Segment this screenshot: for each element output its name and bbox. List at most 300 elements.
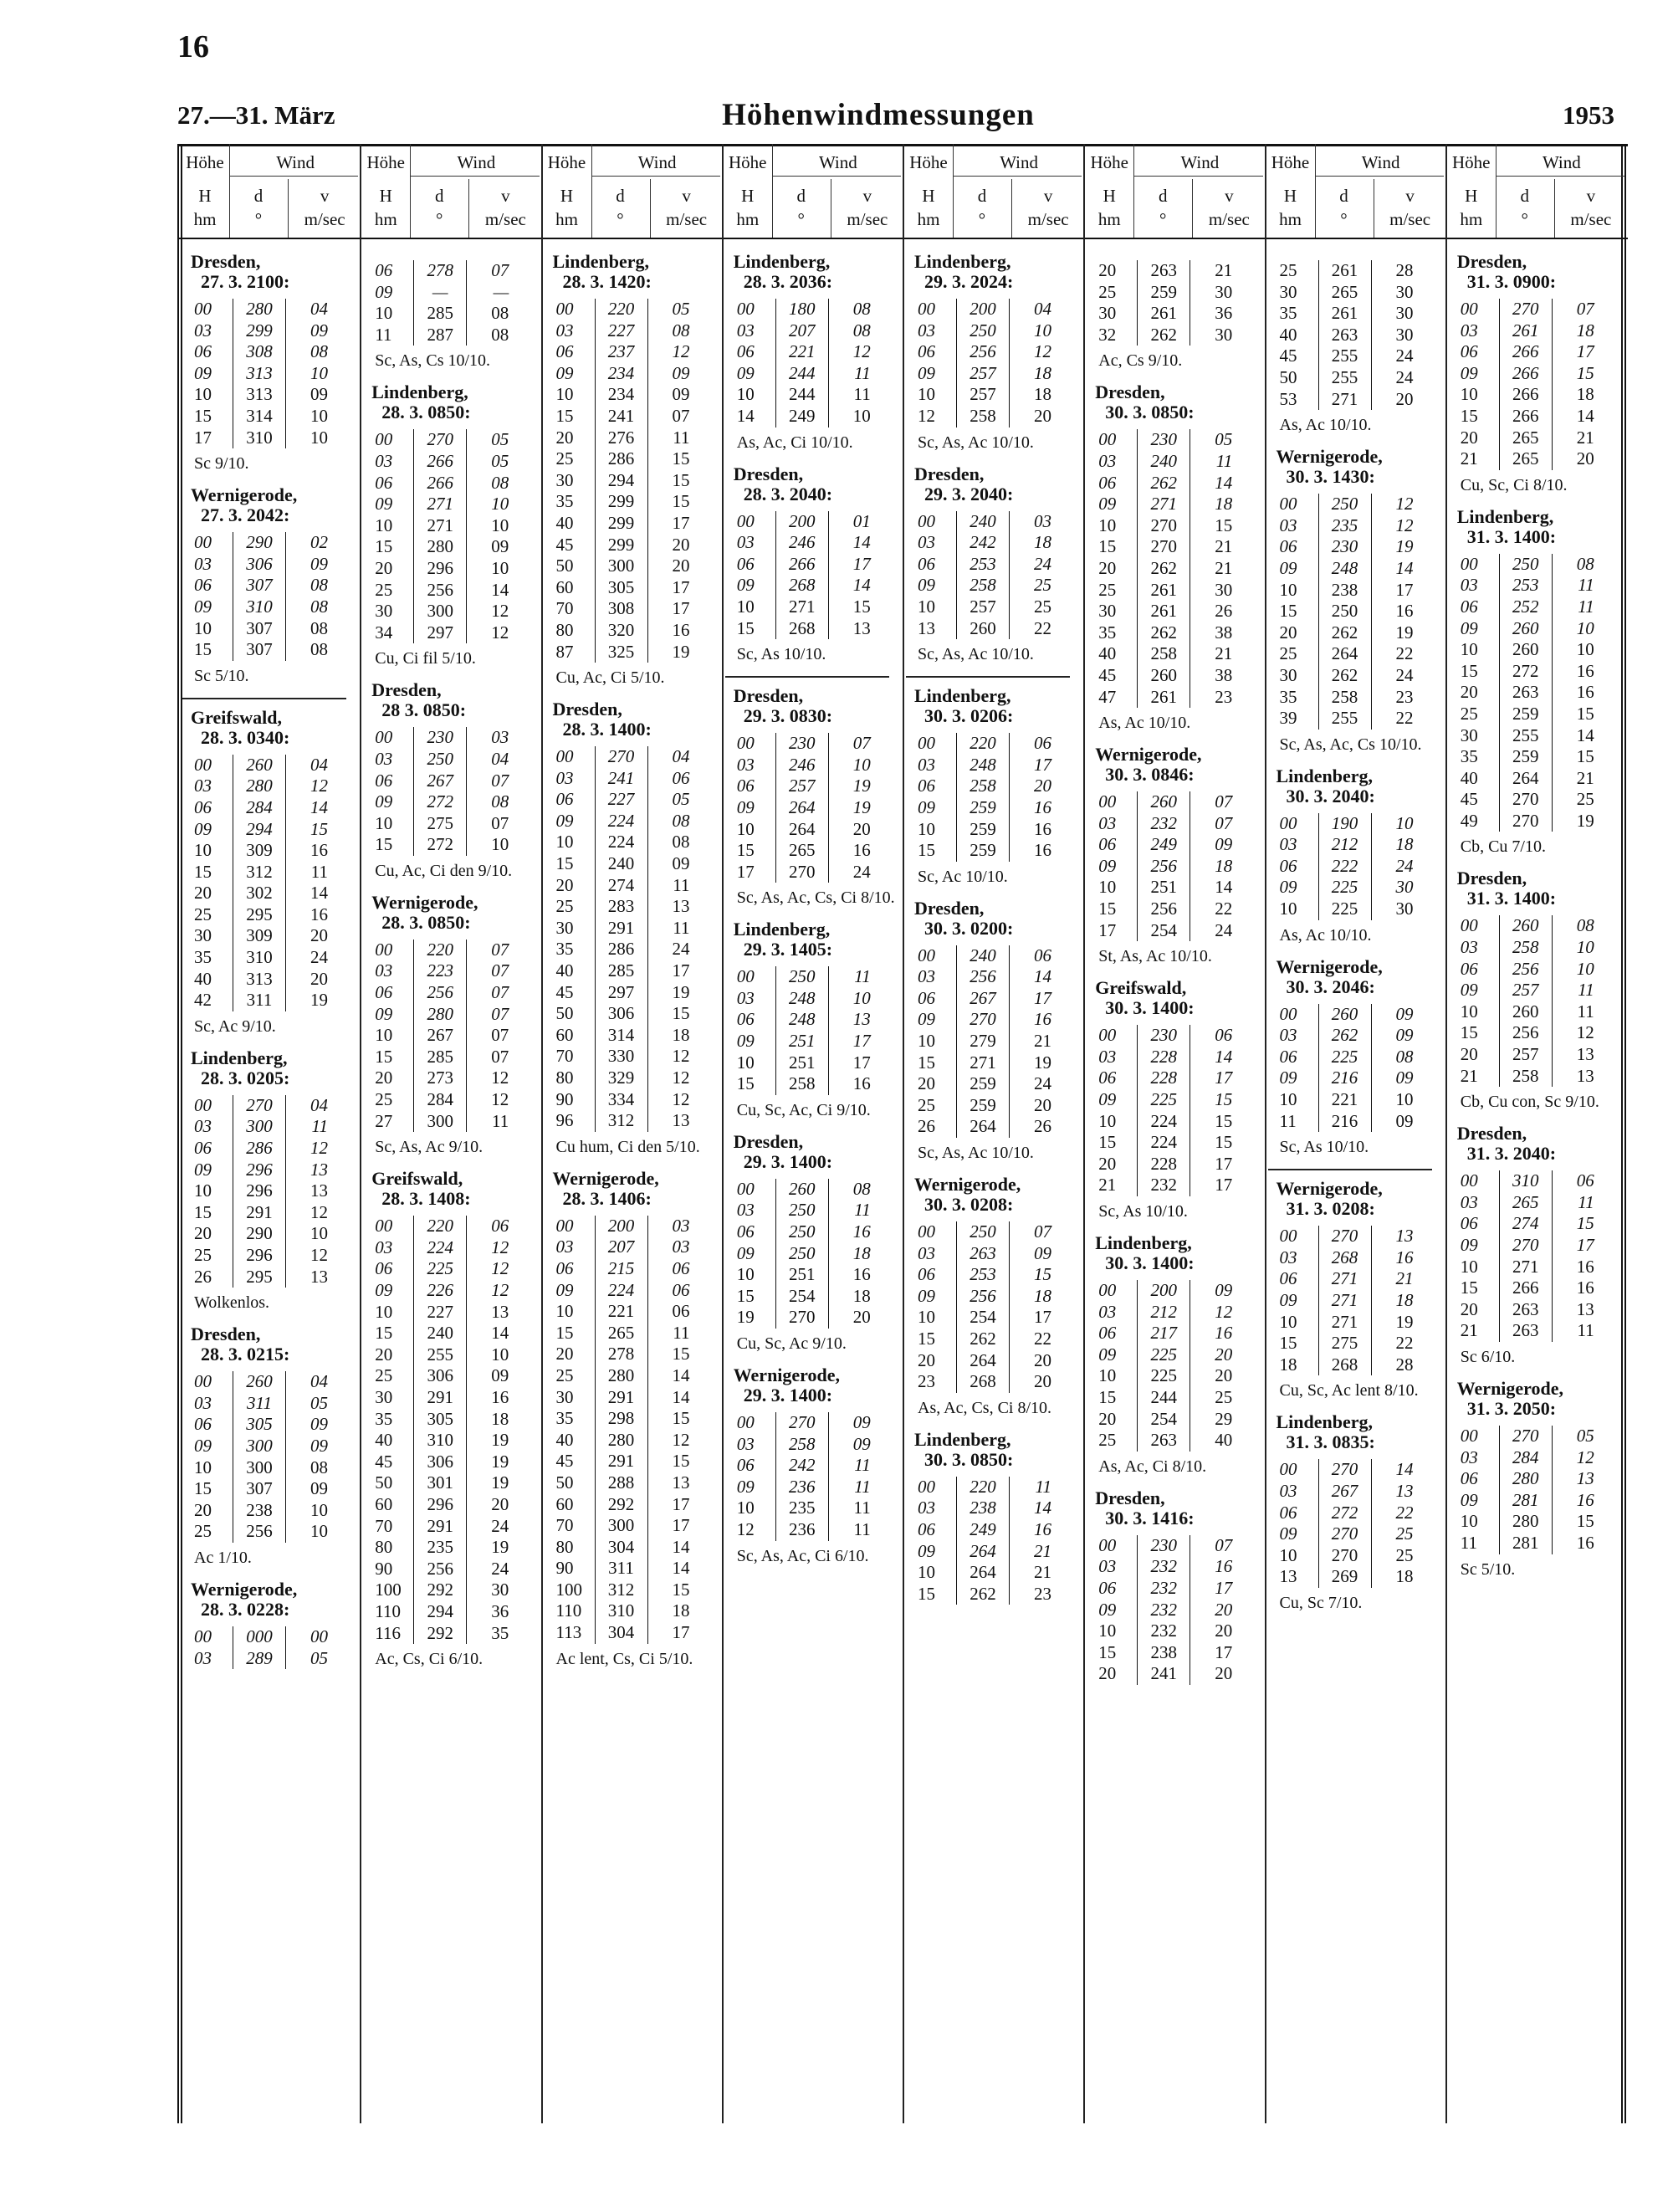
height-cell: 06 — [1098, 1577, 1117, 1598]
speed-cell: 16 — [1576, 1532, 1594, 1553]
station-name: Lindenberg, — [733, 919, 831, 940]
direction-cell: 295 — [233, 1267, 286, 1288]
table-row — [1098, 1068, 1232, 1089]
column-header — [904, 144, 1085, 238]
wind-table — [737, 733, 871, 883]
table-row — [1280, 367, 1414, 389]
direction-cell: 299 — [595, 513, 647, 535]
header-divider — [591, 144, 592, 238]
speed-cell: 08 — [852, 320, 871, 341]
speed-cell: 09 — [1215, 834, 1233, 855]
height-cell: 20 — [555, 427, 574, 448]
direction-cell: 296 — [414, 558, 467, 580]
speed-cell: 20 — [852, 818, 871, 839]
table-row — [1280, 1333, 1414, 1354]
table-row — [375, 325, 509, 346]
direction-cell: 262 — [1138, 622, 1190, 644]
direction-cell: 251 — [1138, 877, 1190, 899]
table-row — [918, 1562, 1051, 1584]
direction-cell: 270 — [775, 1412, 828, 1434]
table-row — [1461, 618, 1594, 640]
speed-cell: 21 — [1395, 1268, 1414, 1289]
direction-cell: 258 — [1499, 1066, 1552, 1088]
deg-label: ° — [436, 209, 443, 229]
wind-table — [737, 966, 871, 1095]
speed-cell: 20 — [310, 968, 328, 989]
speed-cell: 21 — [1215, 536, 1233, 557]
speed-cell: 25 — [1576, 789, 1594, 810]
speed-cell: 06 — [491, 1216, 509, 1237]
speed-cell: 16 — [852, 1221, 871, 1242]
speed-cell: 15 — [1576, 1511, 1594, 1532]
direction-cell: 281 — [1499, 1533, 1552, 1554]
table-row — [556, 1344, 690, 1365]
speed-cell: 09 — [310, 320, 328, 341]
table-row — [737, 1477, 871, 1498]
height-cell: 60 — [555, 1493, 574, 1514]
direction-cell: 325 — [595, 642, 647, 663]
cloud-note: Sc, As, Ac, Cs 10/10. — [1279, 735, 1422, 754]
station-heading — [725, 1132, 901, 1172]
table-row — [194, 1648, 328, 1670]
direction-cell: 259 — [957, 797, 1010, 819]
speed-cell: 14 — [491, 1323, 509, 1344]
speed-cell: 25 — [1215, 1386, 1233, 1407]
height-cell: 10 — [1279, 1089, 1297, 1110]
direction-cell: 242 — [775, 1455, 828, 1477]
column-separator — [722, 144, 724, 2123]
direction-cell: 253 — [957, 1264, 1010, 1286]
speed-cell: 17 — [1215, 1641, 1233, 1662]
height-cell: 20 — [375, 1344, 393, 1365]
speed-cell: 13 — [852, 617, 871, 638]
direction-cell: 244 — [775, 363, 828, 385]
speed-cell: 16 — [852, 1264, 871, 1285]
direction-cell: 222 — [1318, 856, 1371, 878]
direction-cell: 266 — [1499, 363, 1552, 385]
speed-cell: 20 — [1215, 1621, 1233, 1641]
height-cell: 20 — [1098, 260, 1117, 280]
direction-cell: 251 — [775, 1264, 828, 1286]
table-row — [194, 1245, 328, 1267]
station-name: Dresden, — [914, 897, 985, 919]
speed-cell: 07 — [491, 260, 509, 280]
table-row — [556, 1216, 690, 1237]
speed-cell: 24 — [1395, 366, 1414, 387]
direction-cell: 307 — [233, 639, 286, 661]
direction-cell: 264 — [1499, 768, 1552, 790]
table-row — [375, 1047, 509, 1068]
height-cell: 06 — [194, 1414, 212, 1435]
speed-cell: 16 — [1576, 1278, 1594, 1298]
cloud-note: Sc, As 10/10. — [1279, 1138, 1369, 1157]
height-cell: 00 — [918, 945, 935, 965]
table-row — [375, 260, 509, 282]
speed-cell: 14 — [1576, 405, 1594, 426]
station-date: 28. 3. 0850: — [381, 402, 471, 423]
table-row — [1098, 1578, 1232, 1600]
height-cell: 25 — [555, 896, 574, 917]
direction-cell: 283 — [595, 896, 647, 918]
table-row — [1461, 725, 1594, 747]
station-name: Lindenberg, — [552, 251, 650, 272]
table-row — [1098, 1280, 1232, 1302]
table-row — [375, 622, 509, 644]
table-row — [375, 1409, 509, 1431]
direction-cell: 313 — [233, 969, 286, 991]
height-cell: 20 — [194, 1499, 212, 1520]
table-row — [556, 1537, 690, 1559]
height-cell: 10 — [1460, 1256, 1478, 1277]
table-row — [1461, 1235, 1594, 1257]
height-cell: 06 — [918, 341, 935, 362]
speed-cell: 12 — [852, 341, 871, 362]
height-cell: 15 — [1098, 1386, 1117, 1407]
station-name: Dresden, — [191, 251, 261, 272]
direction-cell: 230 — [775, 733, 828, 755]
table-row — [737, 1052, 871, 1074]
speed-cell: 10 — [1576, 639, 1594, 660]
height-cell: 06 — [375, 982, 393, 1003]
direction-cell: 262 — [957, 1584, 1010, 1605]
station-heading — [182, 252, 358, 292]
height-cell: 03 — [918, 320, 935, 341]
speed-cell: 24 — [1395, 346, 1414, 366]
speed-cell: 16 — [310, 904, 328, 924]
height-cell: 09 — [194, 362, 212, 383]
speed-cell: 22 — [1034, 617, 1051, 638]
table-row — [737, 1031, 871, 1052]
height-cell: 10 — [918, 1031, 935, 1052]
direction-cell: 248 — [775, 988, 828, 1010]
station-heading — [363, 893, 539, 933]
direction-cell: 271 — [1318, 389, 1371, 411]
direction-cell: 253 — [1499, 575, 1552, 597]
speed-cell: 21 — [1034, 1540, 1051, 1561]
speed-cell: 07 — [491, 960, 509, 981]
table-row — [556, 746, 690, 768]
speed-cell: 06 — [1576, 1170, 1594, 1191]
column-header — [1266, 144, 1447, 238]
height-cell: 25 — [375, 1365, 393, 1386]
height-cell: 25 — [375, 579, 393, 600]
speed-cell: 26 — [1034, 1116, 1051, 1137]
table-row — [1098, 1387, 1232, 1409]
direction-cell: 312 — [595, 1580, 647, 1601]
speed-cell: 29 — [1215, 1408, 1233, 1429]
height-cell: 15 — [736, 1285, 755, 1306]
height-cell: 06 — [1279, 536, 1297, 557]
direction-cell: 246 — [775, 532, 828, 554]
direction-cell: 280 — [233, 299, 286, 320]
header-subrule — [591, 176, 720, 177]
direction-cell: 287 — [414, 325, 467, 346]
direction-cell: 272 — [1499, 661, 1552, 683]
speed-cell: 16 — [1576, 682, 1594, 703]
cloud-note: As, Ac, Ci 10/10. — [736, 433, 853, 452]
speed-cell: 14 — [672, 1365, 690, 1385]
speed-cell: 30 — [491, 1580, 509, 1600]
speed-cell: 10 — [1034, 320, 1051, 341]
speed-cell: 19 — [852, 796, 871, 817]
height-cell: 25 — [1098, 281, 1117, 302]
direction-cell: 217 — [1138, 1323, 1190, 1344]
station-name: Wernigerode, — [191, 1578, 298, 1600]
table-row — [918, 1286, 1051, 1308]
speed-cell: 10 — [1395, 1089, 1414, 1110]
cloud-note: As, Ac, Cs, Ci 8/10. — [918, 1398, 1052, 1417]
header-divider — [650, 179, 651, 238]
table-row — [918, 597, 1051, 618]
direction-cell: 244 — [1138, 1387, 1190, 1409]
direction-cell: 272 — [414, 791, 467, 813]
station-name: Lindenberg, — [371, 381, 468, 403]
direction-cell: 265 — [595, 1323, 647, 1344]
table-row — [375, 791, 509, 813]
height-cell: 15 — [375, 1323, 393, 1344]
height-cell: 10 — [555, 384, 574, 405]
direction-cell: 256 — [1499, 959, 1552, 981]
station-heading — [725, 464, 901, 504]
height-cell: 15 — [1460, 660, 1478, 681]
speed-cell: 14 — [852, 532, 871, 553]
speed-cell: 16 — [852, 840, 871, 861]
height-cell: 15 — [1279, 1333, 1297, 1354]
speed-cell: 07 — [1034, 1221, 1051, 1242]
height-cell: 10 — [918, 818, 935, 839]
speed-cell: 17 — [672, 1622, 690, 1643]
cloud-note: As, Ac 10/10. — [1279, 416, 1372, 435]
height-cell: 06 — [1460, 1468, 1478, 1489]
cloud-note: Cu, Sc, Ac, Ci 9/10. — [736, 1100, 871, 1119]
table-row — [375, 940, 509, 961]
table-row — [194, 597, 328, 618]
table-row — [556, 1025, 690, 1047]
direction-cell: 240 — [595, 853, 647, 875]
table-row — [1280, 834, 1414, 856]
direction-cell: 260 — [775, 1179, 828, 1201]
station-heading — [545, 699, 720, 740]
table-row — [737, 1009, 871, 1031]
height-cell: 06 — [736, 1221, 755, 1242]
direction-cell: 270 — [1138, 536, 1190, 558]
station-date: 30. 3. 1400: — [1105, 997, 1195, 1019]
table-row — [1280, 494, 1414, 515]
height-cell: 09 — [555, 1279, 574, 1300]
height-cell: 13 — [1279, 1566, 1297, 1587]
speed-cell: 05 — [491, 429, 509, 450]
speed-cell: 15 — [672, 1451, 690, 1472]
speed-cell: 05 — [1576, 1425, 1594, 1446]
height-cell: 00 — [194, 1371, 212, 1392]
direction-cell: 257 — [775, 776, 828, 797]
speed-cell: 07 — [491, 812, 509, 833]
table-row — [737, 320, 871, 342]
station-name: Dresden, — [1456, 251, 1527, 272]
direction-cell: 300 — [233, 1436, 286, 1457]
height-cell: 00 — [1279, 1459, 1297, 1480]
height-cell: 00 — [1460, 1170, 1478, 1191]
column-header — [724, 144, 904, 238]
height-cell: 20 — [375, 1068, 393, 1088]
station-name: Dresden, — [191, 1324, 261, 1345]
speed-cell: 11 — [673, 917, 690, 938]
table-row — [1280, 1226, 1414, 1247]
h-label: H — [922, 186, 935, 206]
table-row — [1098, 536, 1232, 558]
direction-cell: 264 — [775, 797, 828, 819]
speed-cell: 11 — [1577, 1001, 1594, 1022]
speed-cell: 24 — [1034, 1073, 1051, 1094]
direction-cell: 238 — [1318, 580, 1371, 602]
direction-cell: 305 — [414, 1409, 467, 1431]
direction-cell: 264 — [775, 819, 828, 841]
speed-cell: 20 — [1215, 1365, 1233, 1386]
height-cell: 60 — [375, 1493, 393, 1514]
speed-cell: 19 — [1395, 622, 1414, 643]
speed-cell: 12 — [1395, 494, 1414, 515]
table-row — [918, 1052, 1051, 1074]
direction-cell: 225 — [1138, 1365, 1190, 1387]
speed-cell: 19 — [491, 1430, 509, 1451]
speed-cell: 04 — [1034, 299, 1051, 319]
height-cell: 03 — [1279, 515, 1297, 535]
speed-cell: 15 — [1576, 1213, 1594, 1234]
station-name: Dresden, — [733, 1130, 804, 1152]
hm-label: hm — [1097, 209, 1121, 229]
height-cell: 00 — [918, 733, 935, 754]
station-heading — [182, 708, 358, 748]
table-row — [737, 1264, 871, 1286]
wind-label: Wind — [1361, 152, 1400, 172]
table-row — [1280, 899, 1414, 920]
station-date: 31. 3. 2040: — [1466, 1143, 1557, 1165]
wind-table — [1098, 791, 1232, 941]
height-cell: 15 — [1098, 536, 1117, 557]
direction-cell: 312 — [233, 862, 286, 883]
station-name: Wernigerode, — [1276, 446, 1383, 468]
height-cell: 15 — [555, 405, 574, 426]
table-row — [737, 1307, 871, 1329]
height-cell: 06 — [1279, 1502, 1297, 1523]
speed-cell: 17 — [672, 512, 690, 533]
direction-cell: 268 — [775, 618, 828, 640]
table-row — [556, 811, 690, 832]
table-row — [918, 554, 1051, 576]
height-cell: 00 — [375, 1216, 393, 1237]
table-row — [556, 1408, 690, 1430]
height-cell: 30 — [555, 917, 574, 938]
direction-cell: 290 — [233, 532, 286, 554]
height-cell: 06 — [1279, 1046, 1297, 1067]
table-row — [375, 960, 509, 982]
header-subrule — [410, 176, 539, 177]
station-name: Dresden, — [733, 463, 804, 484]
direction-cell: 271 — [1318, 1290, 1371, 1312]
speed-cell: 20 — [491, 1493, 509, 1514]
direction-cell: 264 — [1318, 643, 1371, 665]
speed-cell: 24 — [1034, 553, 1051, 574]
table-row — [737, 1073, 871, 1095]
header-subrule — [229, 176, 358, 177]
speed-cell: 14 — [1215, 1046, 1233, 1067]
direction-cell: 311 — [595, 1558, 647, 1580]
height-cell: 03 — [1098, 1046, 1117, 1067]
direction-cell: 271 — [414, 494, 467, 515]
station-name: Wernigerode, — [733, 1365, 841, 1385]
direction-cell: 266 — [414, 473, 467, 494]
direction-cell: 296 — [414, 1494, 467, 1516]
hm-label: hm — [555, 209, 578, 229]
height-cell: 03 — [918, 532, 935, 553]
v-label: v — [1586, 186, 1596, 206]
table-row — [1098, 1663, 1232, 1685]
speed-cell: 14 — [672, 1386, 690, 1407]
station-heading — [1268, 766, 1444, 806]
wind-label: Wind — [1180, 152, 1220, 172]
table-row — [1461, 575, 1594, 597]
table-row — [1280, 1089, 1414, 1111]
speed-cell: 16 — [1395, 1247, 1414, 1267]
table-row — [194, 1180, 328, 1202]
speed-cell: 13 — [672, 896, 690, 917]
direction-cell: 267 — [1318, 1481, 1371, 1503]
table-row — [375, 580, 509, 602]
wind-table — [1280, 494, 1414, 730]
height-cell: 09 — [1460, 362, 1478, 383]
table-row — [737, 1286, 871, 1308]
direction-cell: 272 — [414, 834, 467, 856]
direction-cell: 284 — [1499, 1447, 1552, 1469]
table-row — [375, 1516, 509, 1538]
table-row — [556, 896, 690, 918]
direction-cell: 306 — [233, 554, 286, 576]
table-row — [1280, 665, 1414, 687]
speed-cell: 21 — [1034, 1031, 1051, 1052]
table-row — [194, 925, 328, 947]
height-cell: 30 — [375, 601, 393, 622]
direction-cell: 260 — [1499, 618, 1552, 640]
table-row — [194, 1626, 328, 1648]
height-cell: 10 — [1279, 899, 1297, 919]
direction-cell: 263 — [1138, 1430, 1190, 1452]
direction-cell: 313 — [233, 384, 286, 406]
table-row — [556, 642, 690, 663]
table-row — [1098, 813, 1232, 835]
height-cell: 00 — [194, 299, 212, 319]
table-row — [1098, 834, 1232, 856]
station-name: Wernigerode, — [1456, 1377, 1564, 1399]
direction-cell: 228 — [1138, 1154, 1190, 1175]
speed-cell: 01 — [852, 510, 871, 531]
table-row — [194, 363, 328, 385]
table-row — [737, 341, 871, 363]
height-cell: 03 — [194, 776, 212, 796]
direction-cell: 254 — [1138, 920, 1190, 942]
wind-table — [375, 1216, 509, 1644]
speed-cell: 03 — [672, 1237, 690, 1257]
table-row — [1461, 406, 1594, 428]
height-cell: 25 — [918, 1094, 935, 1115]
direction-cell: 190 — [1318, 813, 1371, 835]
height-cell: 06 — [1460, 341, 1478, 362]
direction-cell: 270 — [595, 746, 647, 768]
height-cell: 53 — [1279, 388, 1297, 409]
speed-cell: 15 — [672, 469, 690, 490]
table-row — [194, 1393, 328, 1415]
height-cell: 60 — [555, 576, 574, 597]
table-row — [1280, 1545, 1414, 1567]
